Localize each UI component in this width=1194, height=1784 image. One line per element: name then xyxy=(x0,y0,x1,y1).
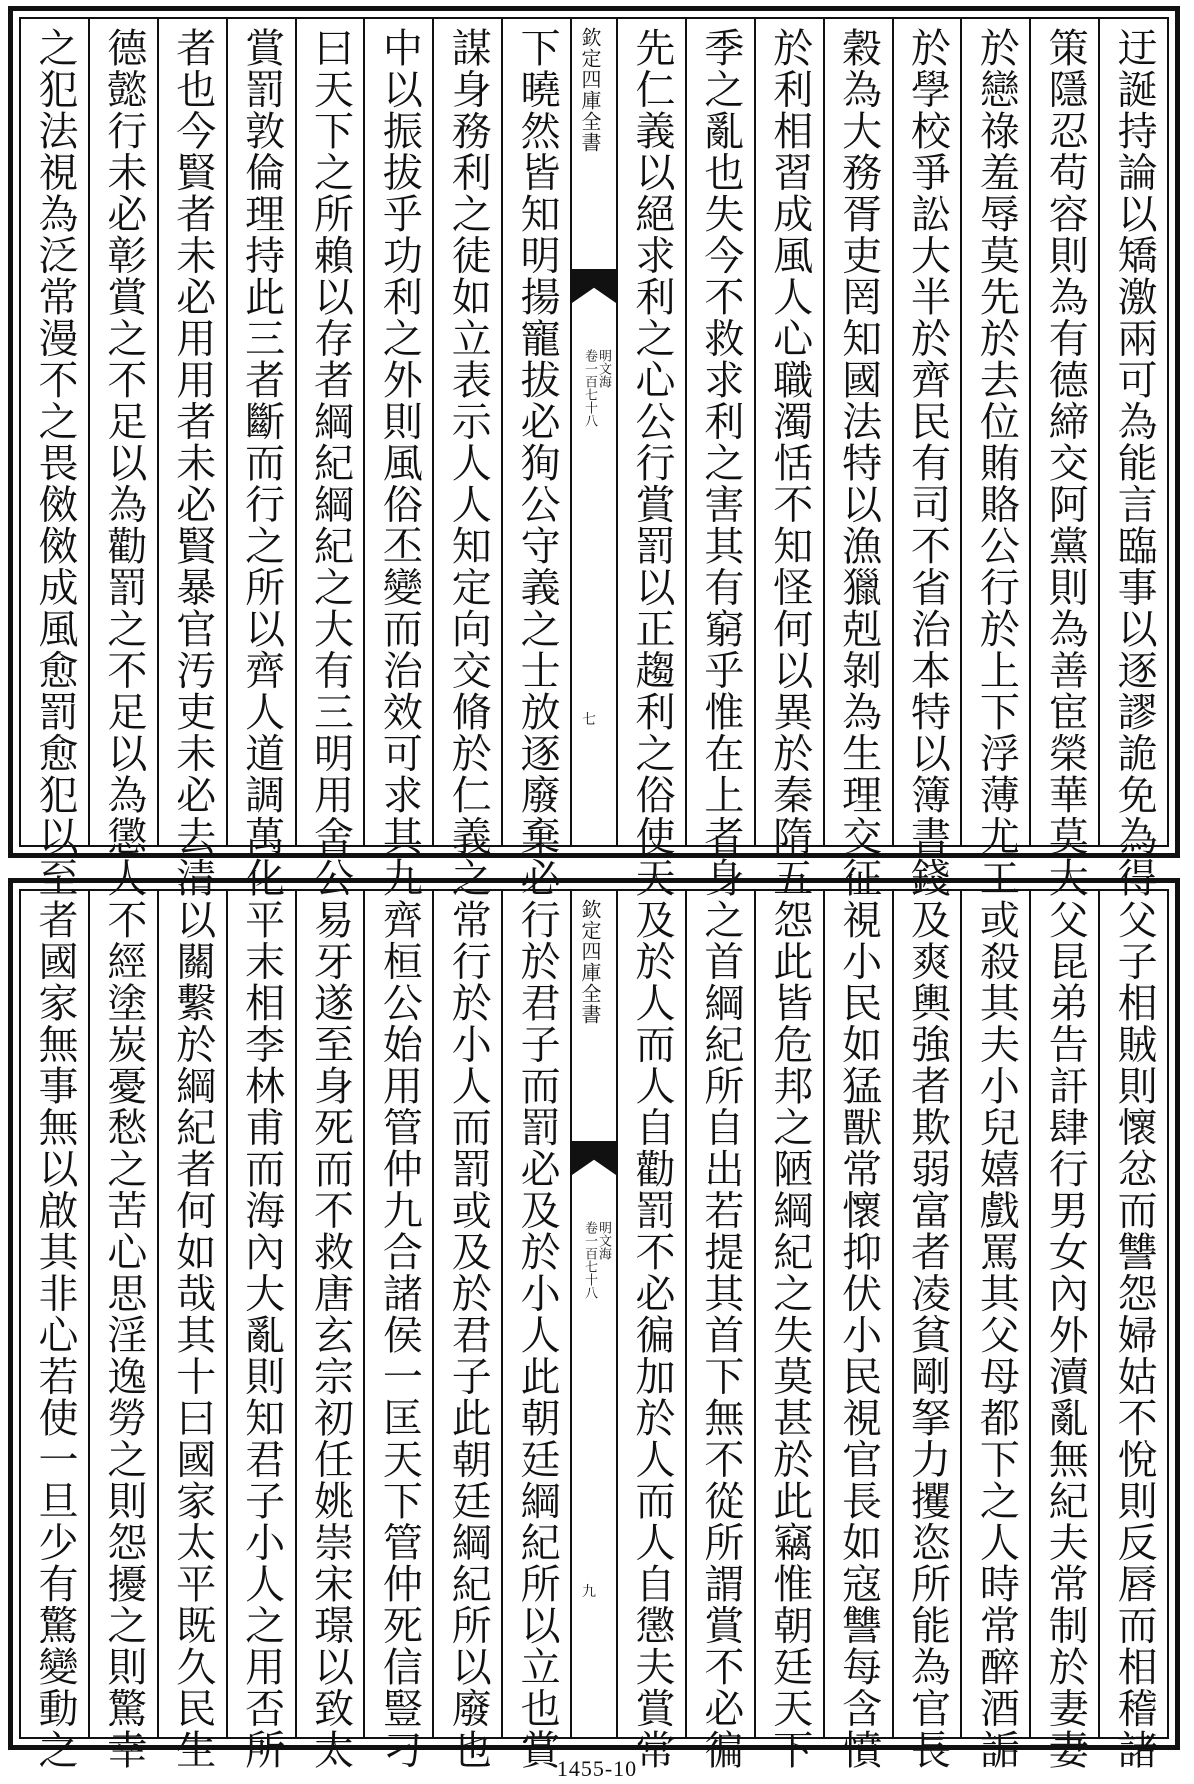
text-column: 先仁義以絕求利之心公行賞罰以正趨利之俗使天 xyxy=(616,19,685,845)
text-column: 易牙遂至身死而不救唐玄宗初任姚崇宋璟以致太 xyxy=(295,891,364,1737)
text-column: 策隱忍苟容則為有德締交阿黨則為善宦榮華莫大 xyxy=(1029,19,1098,845)
text-column: 父子相賊則懷忿而讐怨婦姑不悅則反唇而相稽諸 xyxy=(1098,891,1167,1737)
top-columns xyxy=(21,19,1167,899)
text-column: 父昆弟告訐肆行男女內外瀆亂無紀夫常制於妻妻 xyxy=(1029,891,1098,1737)
text-column: 謀身務利之徒如立表示人人知定向交脩於仁義之 xyxy=(432,19,501,845)
text-column: 常行於小人而罰或及於君子此朝廷綱紀所以廢也 xyxy=(432,891,501,1737)
text-column: 及爽輿強者欺弱富者凌貧剛拏力攫恣所能為官長 xyxy=(892,891,961,1737)
work-title: 明文海 xyxy=(596,349,611,388)
text-column: 於利相習成風人心職濁恬不知怪何以異於秦隋五 xyxy=(754,19,823,845)
text-column: 或殺其夫小兒嬉戲罵其父母都下之人時常醉酒詬 xyxy=(960,891,1029,1737)
text-column: 穀為大務胥吏罔知國法特以漁獵剋剝為生理交征 xyxy=(823,19,892,845)
text-column: 者也今賢者未必用用者未必賢暴官汚吏未必去清 xyxy=(157,19,226,845)
text-column: 行於君子而罰必及於小人此朝廷綱紀所以立也賞 xyxy=(501,891,570,1737)
text-column: 及於人而人自勸罰不必徧加於人而人自懲夫賞常 xyxy=(616,891,685,1737)
center-fold xyxy=(570,891,616,1737)
text-column: 之犯法視為泛常漫不之畏傚傚成風愈罰愈犯以至 xyxy=(32,27,79,899)
text-column: 賞罰敦倫理持此三者斷而行之所以齊人道調萬化 xyxy=(226,19,295,845)
text-column: 以關繫於綱紀者何如哉其十曰國家太平既久民生 xyxy=(157,891,226,1737)
top-page-frame xyxy=(19,17,1169,899)
center-fold xyxy=(570,19,616,845)
fishtail-mark xyxy=(572,269,616,303)
text-column: 之首綱紀所自出若提其首下無不從所謂賞不必徧 xyxy=(685,891,754,1737)
text-column: 於戀祿羞辱莫先於去位賄賂公行於上下浮薄尤工 xyxy=(960,19,1029,845)
fishtail-mark xyxy=(572,1141,616,1175)
text-column: 怨此皆危邦之陋綱紀之失莫甚於此竊惟朝廷天下 xyxy=(754,891,823,1737)
text-column: 齊桓公始用管仲九合諸侯一匡天下管仲死信豎刁 xyxy=(363,891,432,1737)
text-column: 平末相李林甫而海內大亂則知君子小人之用否所 xyxy=(226,891,295,1737)
volume-label: 卷一百七十八 xyxy=(582,1221,597,1299)
text-column: 中以振拔乎功利之外則風俗丕變而治效可求其九 xyxy=(363,19,432,845)
text-column: 下曉然皆知明揚寵拔必狥公守義之士放逐廢棄必 xyxy=(501,19,570,845)
text-column: 曰天下之所賴以存者綱紀綱紀之大有三明用舍公 xyxy=(295,19,364,845)
folio-number: 七 xyxy=(582,712,596,728)
volume-label: 卷一百七十八 xyxy=(582,349,597,427)
text-column: 季之亂也失今不救求利之害其有窮乎惟在上者身 xyxy=(685,19,754,845)
text-column: 迂誕持論以矯激兩可為能言臨事以逐謬詭免為得 xyxy=(1098,19,1167,845)
work-title: 明文海 xyxy=(596,1221,611,1260)
text-column: 於學校爭訟大半於齊民有司不省治本特以簿書錢 xyxy=(892,19,961,845)
text-column: 視小民如猛獸常懷抑伏小民視官長如寇讐每含憤 xyxy=(823,891,892,1737)
book-title: 欽定四庫全書 xyxy=(578,27,602,153)
book-title: 欽定四庫全書 xyxy=(578,899,602,1025)
text-column: 者國家無事無以啟其非心若使一旦少有驚變動之 xyxy=(32,899,79,1771)
folio-number: 九 xyxy=(582,1584,596,1600)
text-column: 不經塗炭憂愁之苦心思淫逸勞之則怨擾之則驚幸 xyxy=(88,891,157,1737)
top-page xyxy=(8,6,1180,899)
page-number-footer: 1455-10 xyxy=(556,1756,638,1781)
text-column: 德懿行未必彰賞之不足以為勸罰之不足以為懲人 xyxy=(88,19,157,845)
